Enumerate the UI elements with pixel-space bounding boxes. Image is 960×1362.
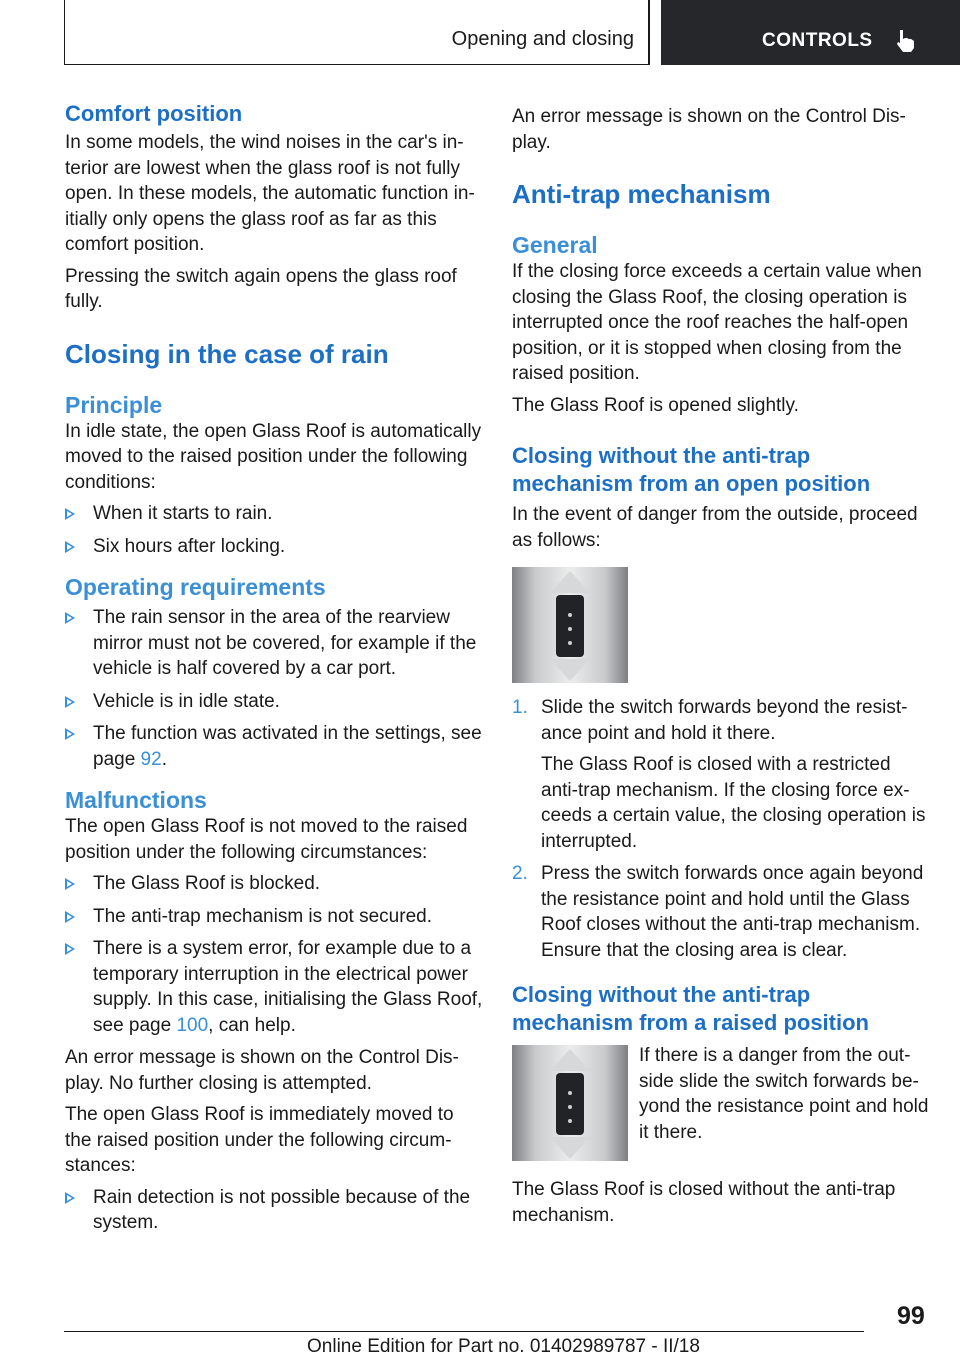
open-position-text: In the event of danger from the outside, proceed as follows: bbox=[512, 504, 918, 551]
circumstances-list bbox=[65, 1185, 485, 1236]
malfunctions-heading: Malfunctions bbox=[65, 787, 207, 813]
list-item: When it starts to rain. bbox=[65, 501, 485, 527]
list-item: Vehicle is in idle state. bbox=[65, 689, 485, 715]
switch-dot bbox=[568, 1119, 572, 1123]
immediate-move-text: The open Glass Roof is immediately moved to the raised position under the following circum-stances: bbox=[65, 1104, 454, 1176]
arrow-down-icon bbox=[550, 659, 590, 681]
raised-position-heading: Closing without the anti-trap mechanism from a raised position bbox=[512, 982, 869, 1035]
list-item: Six hours after locking. bbox=[65, 534, 485, 560]
list-item: The anti-trap mechanism is not secured. bbox=[65, 904, 485, 930]
page-link-100[interactable]: 100 bbox=[176, 1014, 209, 1036]
section-title: Opening and closing bbox=[451, 28, 634, 50]
edition-text: Online Edition for Part no. 01402989787 - II/18 bbox=[307, 1336, 700, 1357]
requirements-list bbox=[65, 605, 485, 772]
switch-dot bbox=[568, 641, 572, 645]
step-item: 1. Slide the switch forwards beyond the resist-ance point and hold it there. The Glass Roof is closed with a restricted anti-trap mechanism. If the closing force ex-ceeds a certain value, the closing operation is interrupted. bbox=[512, 697, 926, 852]
arrow-up-icon bbox=[550, 571, 590, 593]
switch-dot bbox=[568, 1091, 572, 1095]
triangle-bullet-icon bbox=[65, 1192, 75, 1204]
switch-dot bbox=[568, 613, 572, 617]
list-item: The Glass Roof is blocked. bbox=[65, 871, 485, 897]
principle-text: In idle state, the open Glass Roof is automatically moved to the raised position under the following conditions: bbox=[65, 420, 482, 493]
triangle-bullet-icon bbox=[65, 508, 75, 520]
general-heading: General bbox=[512, 232, 598, 258]
page-link-92[interactable]: 92 bbox=[140, 748, 162, 770]
principle-list bbox=[65, 501, 485, 559]
page-number: 99 bbox=[897, 1302, 925, 1330]
rain-closing-heading: Closing in the case of rain bbox=[65, 338, 389, 369]
malfunctions-list bbox=[65, 871, 485, 1038]
general-text: If the closing force exceeds a certain value when closing the Glass Roof, the closing operation is interrupted once the roof reaches the half-open position, or it is stopped when closing from the raised position. bbox=[512, 261, 922, 384]
raised-position-block bbox=[512, 1043, 932, 1167]
error-message-text-top: An error message is shown on the Control Dis-play. bbox=[512, 106, 906, 153]
triangle-bullet-icon bbox=[65, 911, 75, 923]
triangle-bullet-icon bbox=[65, 612, 75, 624]
switch-pad bbox=[556, 1073, 584, 1135]
left-column bbox=[65, 100, 485, 1243]
error-message-text: An error message is shown on the Control Dis-play. No further closing is attempted. bbox=[65, 1047, 459, 1094]
switch-dot bbox=[568, 627, 572, 631]
roof-switch-image-2 bbox=[512, 1045, 628, 1161]
chapter-title: CONTROLS bbox=[762, 30, 873, 51]
step-item: 2. Press the switch forwards once again beyond the resistance point and hold until the Glass Roof closes without the anti-trap mechanism. Ensure that the closing area is clear. bbox=[512, 863, 924, 961]
raised-position-text: If there is a danger from the out-side slide the switch forwards be-yond the resistance point and hold it there. bbox=[639, 1045, 929, 1143]
anti-trap-heading: Anti-trap mechanism bbox=[512, 179, 771, 209]
step-number: 2. bbox=[512, 863, 528, 884]
footer-rule bbox=[64, 1331, 864, 1332]
principle-heading: Principle bbox=[65, 391, 163, 418]
triangle-bullet-icon bbox=[65, 728, 75, 740]
header-left-rule bbox=[64, 0, 65, 64]
list-item: The rain sensor in the area of the rearview mirror must not be covered, for example if the vehicle is half covered by a car port. bbox=[65, 605, 485, 682]
list-item: Rain detection is not possible because of the system. bbox=[65, 1185, 485, 1236]
step-number: 1. bbox=[512, 697, 528, 718]
right-column bbox=[512, 100, 932, 1228]
malfunctions-text: The open Glass Roof is not moved to the raised position under the following circumstances: bbox=[65, 816, 468, 863]
operating-requirements-heading: Operating requirements bbox=[65, 574, 326, 600]
comfort-position-heading: Comfort position bbox=[65, 101, 243, 126]
raised-result-text: The Glass Roof is closed without the anti-trap mechanism. bbox=[512, 1179, 896, 1226]
open-position-heading: Closing without the anti-trap mechanism from an open position bbox=[512, 443, 871, 496]
comfort-paragraph: In some models, the wind noises in the car's in-terior are lowest when the glass roof is not fully open. In these models, the automatic function in-itially only opens the glass roof as far as this comfort position. bbox=[65, 132, 475, 255]
triangle-bullet-icon bbox=[65, 878, 75, 890]
page-header bbox=[0, 0, 960, 66]
roof-switch-image bbox=[512, 567, 628, 683]
list-item: There is a system error, for example due to a temporary interruption in the electrical power supply. In this case, initialising the Glass Roof, see page 100, can help. bbox=[65, 936, 485, 1038]
header-bottom-rule bbox=[64, 64, 650, 65]
triangle-bullet-icon bbox=[65, 541, 75, 553]
comfort-paragraph-2: Pressing the switch again opens the glass roof fully. bbox=[65, 265, 457, 312]
triangle-bullet-icon bbox=[65, 696, 75, 708]
switch-dot bbox=[568, 1105, 572, 1109]
switch-pad bbox=[556, 595, 584, 657]
triangle-bullet-icon bbox=[65, 943, 75, 955]
arrow-down-icon bbox=[550, 1137, 590, 1159]
arrow-up-icon bbox=[550, 1049, 590, 1071]
header-separator bbox=[648, 0, 650, 65]
hand-pointer-icon bbox=[892, 26, 920, 54]
general-text-2: The Glass Roof is opened slightly. bbox=[512, 394, 799, 416]
list-item: The function was activated in the settings, see page 92. bbox=[65, 721, 485, 772]
steps-list bbox=[512, 695, 932, 963]
